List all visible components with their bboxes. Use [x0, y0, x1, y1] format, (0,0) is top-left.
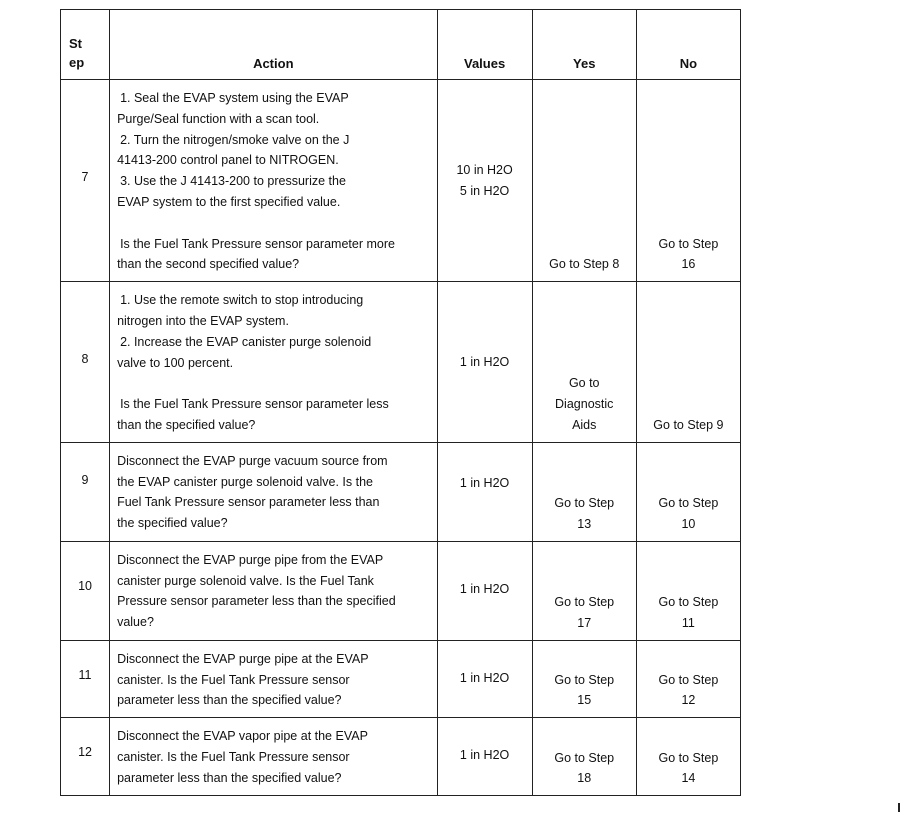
action-line: canister purge solenoid valve. Is the Fuel Tank: [117, 573, 374, 588]
action-line: parameter less than the specified value?: [117, 770, 342, 785]
action-line: Is the Fuel Tank Pressure sensor parameter more: [120, 236, 395, 251]
action-cell: [110, 282, 437, 443]
no-target-text: Go to Step: [658, 750, 719, 765]
header-values: [437, 10, 532, 80]
action-line: Pressure sensor parameter less than the specified: [117, 594, 396, 609]
values-cell: [437, 640, 532, 717]
step-cell: [61, 282, 110, 443]
action-line: than the specified value?: [117, 417, 256, 432]
table-row: [61, 640, 741, 717]
no-cell: [636, 442, 740, 541]
action-line: 2. Increase the EVAP canister purge solenoid: [120, 334, 372, 349]
header-no-label: No: [679, 56, 698, 71]
step-number: 10: [78, 578, 92, 593]
action-cell: [110, 541, 437, 640]
values-cell: [437, 718, 532, 796]
action-line: 41413-200 control panel to NITROGEN.: [117, 153, 339, 168]
action-line: [117, 373, 430, 394]
no-target-text: Go to Step: [658, 236, 719, 251]
no-target-text: 10: [681, 516, 696, 531]
no-target-text: 16: [681, 257, 696, 272]
table-row: [61, 541, 741, 640]
yes-target-text: Go to Step: [554, 595, 615, 610]
step-number: 11: [78, 667, 92, 682]
header-action-label: Action: [253, 56, 294, 71]
step-cell: [61, 718, 110, 796]
action-line: the specified value?: [117, 516, 228, 531]
action-cell: [110, 640, 437, 717]
step-cell: [61, 80, 110, 282]
action-line: value?: [117, 615, 154, 630]
no-cell: [636, 282, 740, 443]
no-target-text: 14: [681, 771, 696, 786]
yes-target-text: Go to: [568, 376, 600, 391]
action-line: canister. Is the Fuel Tank Pressure sensor: [117, 749, 350, 764]
action-line: 1. Use the remote switch to stop introducing: [120, 293, 364, 308]
yes-target-text: Aids: [572, 417, 597, 432]
value-text: 1 in H2O: [459, 581, 510, 596]
yes-cell: [532, 640, 636, 717]
action-line: EVAP system to the first specified value.: [117, 194, 341, 209]
table-row: [61, 442, 741, 541]
action-cell: [110, 442, 437, 541]
values-cell: [437, 541, 532, 640]
no-target-text: 11: [681, 615, 695, 630]
table-body: [61, 80, 741, 796]
values-cell: [437, 80, 532, 282]
action-line: than the second specified value?: [117, 257, 300, 272]
values-cell: [437, 442, 532, 541]
action-line: nitrogen into the EVAP system.: [117, 313, 289, 328]
header-step-line2: ep: [69, 55, 85, 70]
header-values-label: Values: [463, 56, 506, 71]
action-line: Disconnect the EVAP purge pipe at the EVAP: [117, 651, 369, 666]
yes-target-text: Diagnostic: [555, 397, 614, 412]
yes-target-text: 17: [577, 615, 592, 630]
step-number: 9: [81, 472, 89, 487]
value-text: 1 in H2O: [459, 355, 510, 370]
yes-target-text: Go to Step: [554, 496, 615, 511]
step-cell: [61, 541, 110, 640]
value-text: 10 in H2O: [456, 163, 513, 177]
step-cell: [61, 442, 110, 541]
no-cell: [636, 718, 740, 796]
values-cell: [437, 282, 532, 443]
header-action: [110, 10, 437, 80]
action-line: 2. Turn the nitrogen/smoke valve on the J: [120, 132, 350, 147]
header-yes: [532, 10, 636, 80]
yes-target-text: Go to Step: [554, 750, 615, 765]
yes-target-text: 13: [577, 516, 592, 531]
yes-target-text: Go to Step: [554, 672, 615, 687]
yes-cell: [532, 541, 636, 640]
step-number: 7: [81, 170, 89, 184]
action-line: Disconnect the EVAP vapor pipe at the EVAP: [117, 729, 368, 744]
value-text: 1 in H2O: [459, 475, 510, 490]
action-line: the EVAP canister purge solenoid valve. Is the: [117, 474, 374, 489]
no-target-text: Go to Step: [658, 595, 719, 610]
header-yes-label: Yes: [573, 56, 596, 71]
no-target-text: Go to Step: [658, 672, 719, 687]
table-row: [61, 282, 741, 443]
yes-target-text: 15: [577, 693, 592, 708]
yes-target-text: 18: [577, 771, 592, 786]
yes-target-text: Go to Step 8: [549, 257, 620, 272]
header-step: [61, 10, 110, 80]
no-cell: [636, 640, 740, 717]
yes-cell: [532, 718, 636, 796]
step-number: 12: [78, 745, 92, 760]
header-no: [636, 10, 740, 80]
yes-cell: [532, 282, 636, 443]
page-edge-mark: [898, 803, 900, 812]
action-line: Disconnect the EVAP purge pipe from the EVAP: [117, 552, 384, 567]
action-line: Purge/Seal function with a scan tool.: [117, 111, 320, 126]
step-number: 8: [81, 352, 89, 367]
value-text: 1 in H2O: [459, 670, 510, 685]
no-target-text: 12: [681, 693, 696, 708]
no-target-text: Go to Step 9: [653, 417, 724, 432]
action-line: canister. Is the Fuel Tank Pressure sensor: [117, 672, 350, 687]
value-text: 1 in H2O: [459, 748, 510, 763]
no-target-text: Go to Step: [658, 496, 719, 511]
no-cell: [636, 541, 740, 640]
header-step-line1: St: [69, 36, 82, 51]
step-cell: [61, 640, 110, 717]
header-row: [61, 10, 741, 80]
table-row: [61, 718, 741, 796]
yes-cell: [532, 442, 636, 541]
action-line: valve to 100 percent.: [117, 355, 234, 370]
diagnostic-table: [60, 9, 741, 796]
value-text: 5 in H2O: [459, 183, 510, 198]
action-line: 3. Use the J 41413-200 to pressurize the: [120, 174, 346, 189]
action-line: Is the Fuel Tank Pressure sensor parameter less: [120, 397, 389, 412]
yes-cell: [532, 80, 636, 282]
no-cell: [636, 80, 740, 282]
action-line: [117, 213, 430, 234]
action-line: Disconnect the EVAP purge vacuum source from: [117, 453, 388, 468]
action-line: 1. Seal the EVAP system using the EVAP: [120, 91, 349, 105]
action-cell: [110, 80, 437, 282]
table-row: [61, 80, 741, 282]
action-line: parameter less than the specified value?: [117, 693, 342, 708]
action-cell: [110, 718, 437, 796]
action-line: Fuel Tank Pressure sensor parameter less than: [117, 495, 380, 510]
